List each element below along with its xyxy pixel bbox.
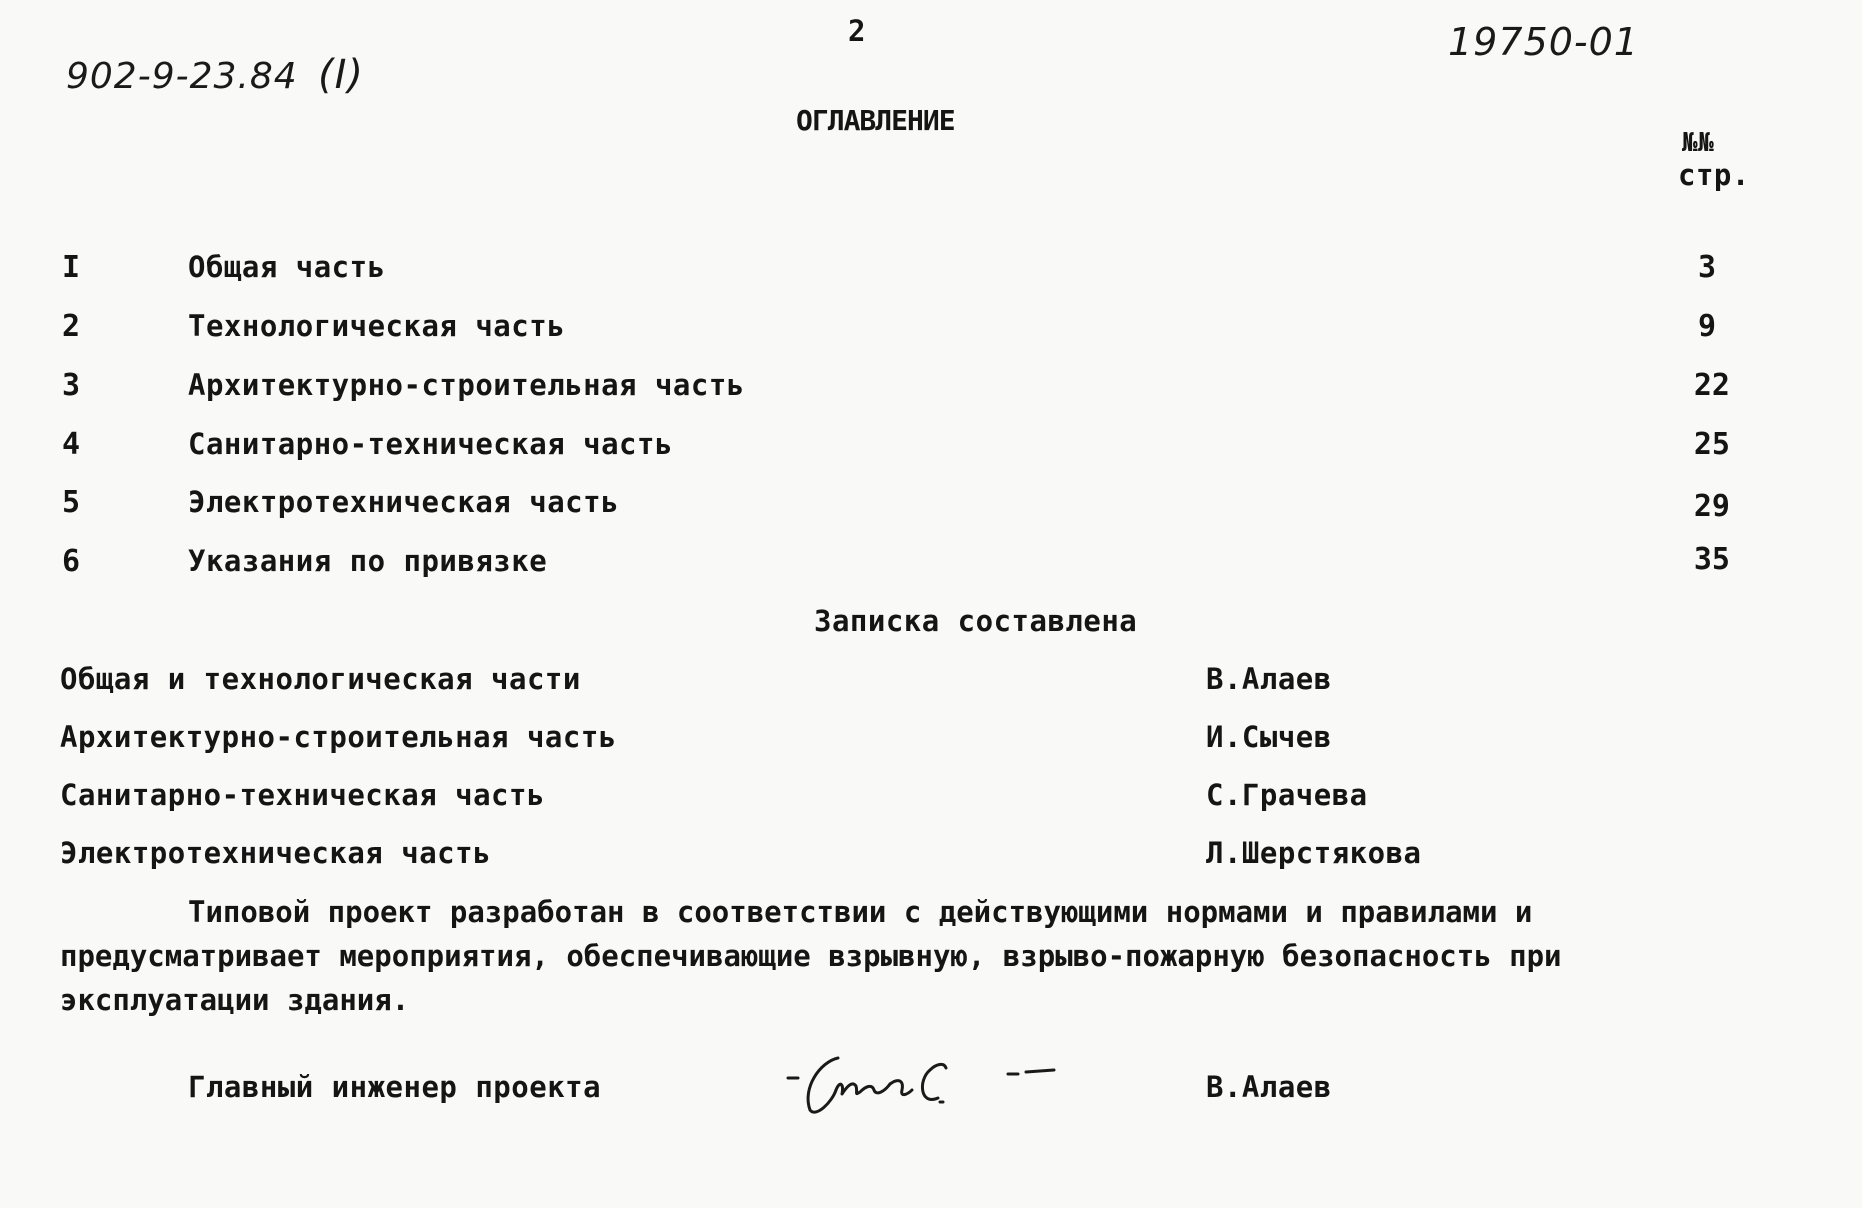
toc-item-title: Электротехническая часть	[188, 485, 620, 519]
toc-item-page: 22	[1693, 368, 1730, 403]
toc-item-page: 35	[1693, 542, 1730, 577]
page-column-mark: №№	[1682, 128, 1715, 158]
page-number: 2	[848, 14, 866, 48]
toc-item-number: 2	[62, 309, 81, 344]
toc-item-page: 3	[1697, 250, 1716, 285]
author-part: Электротехническая часть	[60, 836, 492, 870]
toc-item-page: 25	[1693, 427, 1730, 462]
handwritten-signature	[780, 1040, 1070, 1124]
author-name: В.Алаев	[1206, 662, 1332, 696]
toc-item-number: 4	[62, 427, 81, 462]
toc-item-page: 9	[1697, 309, 1716, 344]
toc-item-title: Архитектурно-строительная часть	[188, 368, 745, 402]
project-note: Типовой проект разработан в соответствии с действующими нормами и правилами и предусматривает мероприятия, обеспечивающие взрывную, взрыво-пожарную безопасность при эксплуатации здания.	[60, 895, 1562, 1017]
toc-item-page: 29	[1693, 489, 1730, 524]
authors-heading: Записка составлена	[814, 604, 1138, 638]
toc-title: ОГЛАВЛЕНИЕ	[796, 104, 955, 137]
author-name: Л.Шерстякова	[1206, 836, 1422, 870]
signature-name: В.Алаев	[1206, 1070, 1332, 1104]
toc-item-number: 3	[62, 368, 81, 403]
author-name: И.Сычев	[1206, 720, 1332, 754]
toc-item-number: 6	[62, 544, 81, 579]
author-part: Общая и технологическая части	[60, 662, 581, 696]
doc-code-right: 19750-01	[1448, 20, 1639, 64]
album-number: (I)	[318, 52, 365, 98]
toc-item-title: Указания по привязке	[188, 544, 548, 578]
doc-code-left: 902-9-23.84	[66, 56, 298, 97]
author-name: С.Грачева	[1206, 778, 1368, 812]
toc-item-title: Санитарно-техническая часть	[188, 427, 673, 461]
toc-item-title: Общая часть	[188, 250, 386, 284]
page-column-label: стр.	[1678, 158, 1750, 192]
signature-role: Главный инженер проекта	[188, 1070, 602, 1104]
author-part: Санитарно-техническая часть	[60, 778, 545, 812]
toc-item-title: Технологическая часть	[188, 309, 566, 343]
author-part: Архитектурно-строительная часть	[60, 720, 617, 754]
toc-item-number: 5	[62, 485, 81, 520]
toc-item-number: I	[62, 250, 81, 285]
